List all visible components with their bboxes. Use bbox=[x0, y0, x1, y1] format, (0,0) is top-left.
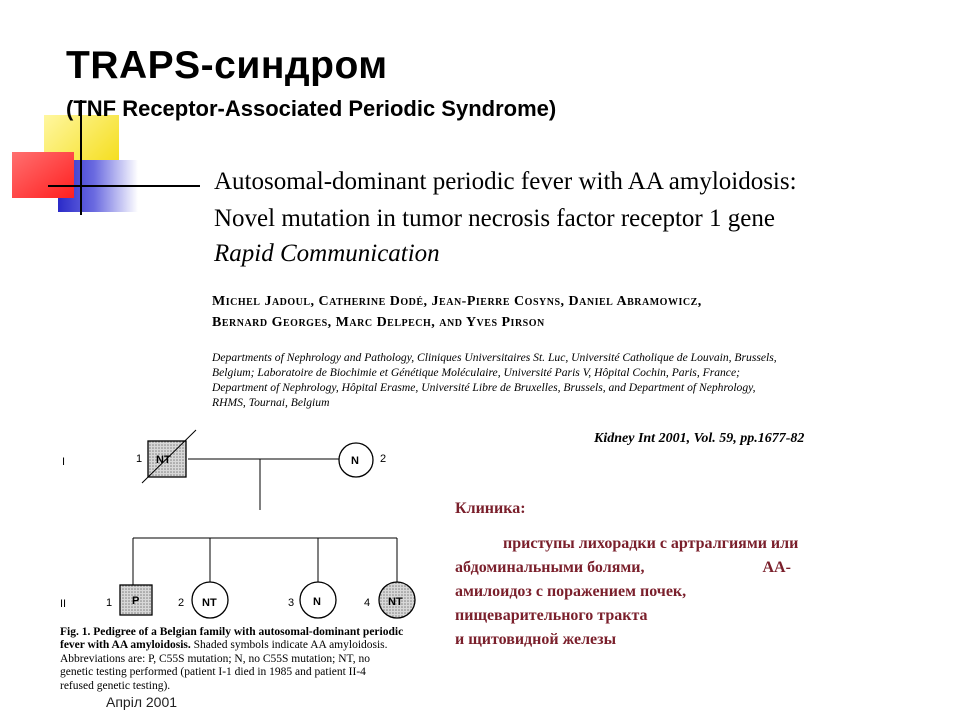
article-title-line-2: Novel mutation in tumor necrosis factor receptor 1 gene bbox=[214, 205, 775, 232]
slide-subtitle: (TNF Receptor-Associated Periodic Syndrome) bbox=[66, 96, 557, 121]
clinic-line: пищеварительного тракта bbox=[455, 607, 648, 624]
generation-label-II: II bbox=[60, 598, 67, 610]
caption-line-strong: fever with AA amyloidosis. bbox=[60, 639, 191, 652]
individual-number: 2 bbox=[380, 453, 387, 465]
caption-line: refused genetic testing). bbox=[60, 679, 171, 692]
article-citation: Kidney Int 2001, Vol. 59, pp.1677-82 bbox=[594, 431, 805, 446]
clinic-line: амилоидоз с поражением почек, bbox=[455, 583, 687, 600]
individual-label: NT bbox=[202, 597, 217, 609]
caption-line-rest: Shaded symbols indicate AA amyloidosis. bbox=[190, 639, 388, 652]
article-type: Rapid Communication bbox=[214, 240, 440, 267]
clinic-line: приступы лихорадки с артралгиями или bbox=[503, 535, 799, 552]
caption-line: Abbreviations are: P, C55S mutation; N, no C55S mutation; NT, no bbox=[60, 652, 370, 665]
caption-line: genetic testing performed (patient I-1 died in 1985 and patient II-4 bbox=[60, 666, 366, 679]
individual-label: N bbox=[351, 455, 359, 467]
article-title-line-1: Autosomal-dominant periodic fever with AA amyloidosis: bbox=[214, 168, 797, 195]
individual-label: NT bbox=[156, 454, 171, 466]
slide-title: TRAPS-синдром bbox=[66, 44, 388, 87]
article-affiliations bbox=[212, 350, 940, 410]
individual-number: 2 bbox=[178, 597, 185, 609]
individual-label: N bbox=[313, 596, 321, 608]
individual-label: P bbox=[132, 595, 140, 607]
clinic-line-part: абдоминальными болями, bbox=[455, 559, 645, 576]
clinic-line: и щитовидной железы bbox=[455, 631, 617, 648]
caption-line bbox=[60, 639, 420, 652]
affiliation-line: RHMS, Tournai, Belgium bbox=[212, 396, 330, 409]
article-authors-line-1: Michel Jadoul, Catherine Dodé, Jean-Pierre Cosyns, Daniel Abramowicz, bbox=[212, 294, 702, 309]
affiliation-line: Belgium; Laboratoire de Biochimie et Génétique Moléculaire, Université Paris V, Hôpital Cochin, Paris, France; bbox=[212, 366, 740, 379]
pedigree-caption bbox=[60, 626, 420, 693]
individual-number: 1 bbox=[106, 597, 113, 609]
caption-line: Fig. 1. Pedigree of a Belgian family with autosomal-dominant periodic bbox=[60, 626, 404, 638]
affiliation-line: Departments of Nephrology and Pathology, Cliniques Universitaires St. Luc, Université Catholique de Louvain, Brussels, bbox=[212, 351, 777, 364]
footer-date: Апрiл 2001 bbox=[106, 694, 178, 710]
affiliation-line: Department of Nephrology, Hôpital Erasme, Université Libre de Bruxelles, Brussels, and Department of Nephrology, bbox=[212, 381, 756, 394]
article-authors-line-2: Bernard Georges, Marc Delpech, and Yves Pirson bbox=[212, 315, 545, 330]
individual-number: 4 bbox=[364, 597, 371, 609]
clinic-heading: Клиника: bbox=[455, 500, 526, 517]
clinic-line bbox=[455, 556, 885, 580]
pedigree-svg bbox=[50, 420, 440, 625]
pedigree-diagram bbox=[50, 420, 440, 625]
clinic-text bbox=[455, 532, 885, 652]
individual-label: NT bbox=[388, 596, 403, 608]
generation-label-I: I bbox=[62, 456, 66, 468]
individual-number: 1 bbox=[136, 453, 143, 465]
clinic-line-part: AA- bbox=[762, 559, 791, 576]
individual-number: 3 bbox=[288, 597, 295, 609]
